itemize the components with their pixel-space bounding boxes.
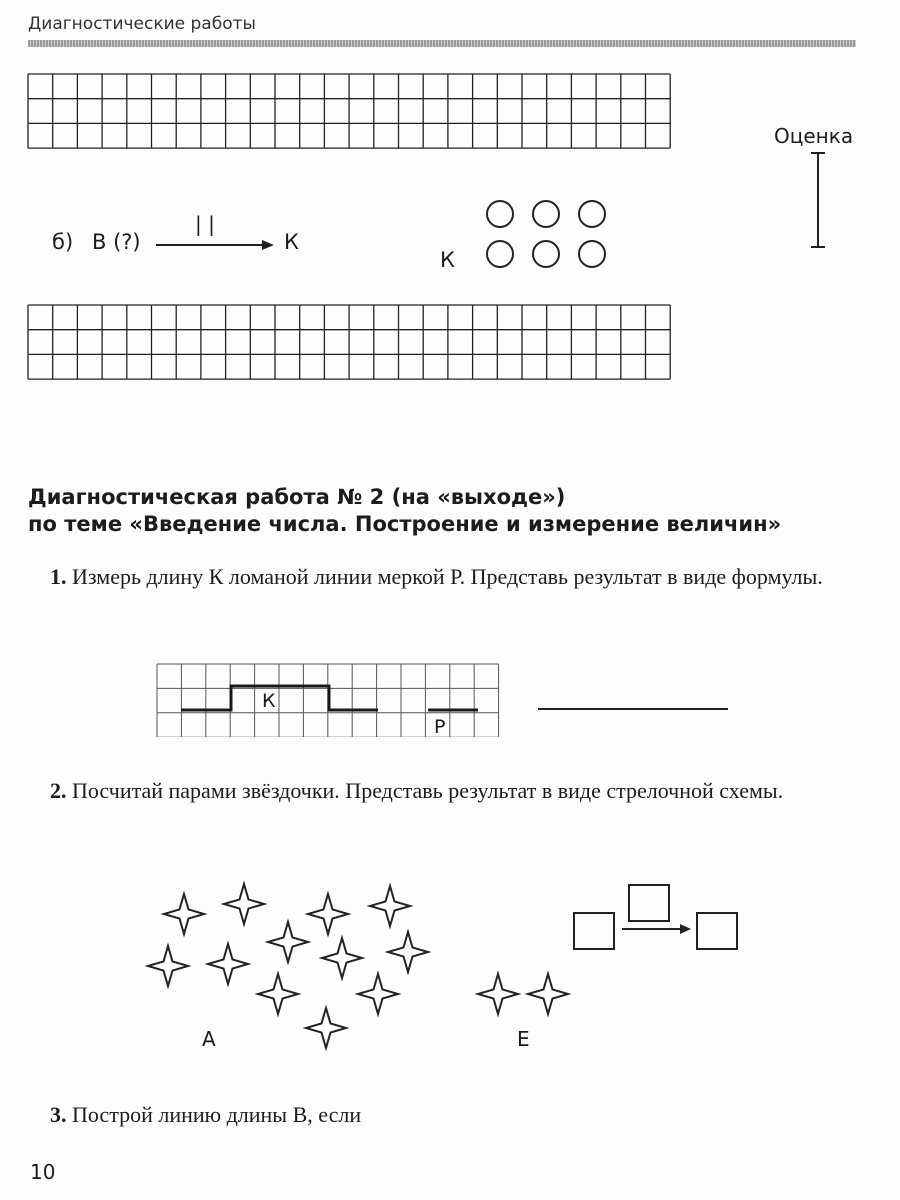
label-p: Р xyxy=(434,716,446,737)
task-3 xyxy=(28,1098,862,1131)
circle xyxy=(578,200,606,228)
page-number: 10 xyxy=(30,1160,56,1184)
label-e: Е xyxy=(517,1027,530,1051)
scheme-box-source[interactable] xyxy=(573,912,615,950)
scheme-box-target[interactable] xyxy=(696,912,738,950)
star-icon xyxy=(164,894,204,934)
section-title-line2: по теме «Введение числа. Построение и измерение величин» xyxy=(28,512,782,536)
answer-line[interactable] xyxy=(538,708,728,710)
star-icon xyxy=(322,938,362,978)
scheme-source: В (?) xyxy=(92,230,141,254)
star-icon xyxy=(208,944,248,984)
label-a: А xyxy=(202,1027,216,1051)
header-rule xyxy=(28,40,856,47)
answer-grid-top[interactable] xyxy=(27,73,677,151)
circle xyxy=(532,240,560,268)
task-3-text: Построй линию длины В, если xyxy=(72,1102,362,1127)
grade-field[interactable] xyxy=(811,152,825,248)
circles-group xyxy=(486,200,610,274)
circles-label: К xyxy=(440,248,455,272)
circle xyxy=(532,200,560,228)
task-1-text: Измерь длину К ломаной линии меркой Р. Представь результат в виде формулы. xyxy=(72,564,823,589)
section-title-line1: Диагностическая работа № 2 (на «выходе») xyxy=(28,485,566,509)
task-2-text: Посчитай парами звёздочки. Представь результат в виде стрелочной схемы. xyxy=(72,778,784,803)
star-icon xyxy=(528,974,568,1014)
scheme-box-counter[interactable] xyxy=(628,884,670,922)
task-2 xyxy=(28,774,862,807)
arrow-counter: | | xyxy=(195,212,215,236)
star-icon xyxy=(478,974,518,1014)
section-title xyxy=(28,484,878,538)
star-icon xyxy=(306,1008,346,1048)
task-2-number: 2. xyxy=(50,778,67,803)
label-k: К xyxy=(262,690,276,712)
circle xyxy=(486,200,514,228)
star-group-e xyxy=(478,974,568,1014)
star-icon xyxy=(308,894,348,934)
star-icon xyxy=(358,974,398,1014)
task-1-number: 1. xyxy=(50,564,67,589)
star-icon xyxy=(388,932,428,972)
star-group-a xyxy=(148,884,428,1048)
circle xyxy=(578,240,606,268)
scheme-target: К xyxy=(284,230,299,254)
running-header: Диагностические работы xyxy=(28,14,256,34)
stars-figure xyxy=(140,870,600,1070)
item-b-marker: б) xyxy=(52,230,74,254)
star-icon xyxy=(370,886,410,926)
answer-grid-bottom[interactable] xyxy=(27,304,677,382)
right-arrow-icon xyxy=(620,922,692,936)
right-arrow-icon xyxy=(156,238,276,252)
broken-line-grid xyxy=(156,663,504,737)
circle xyxy=(486,240,514,268)
task-1 xyxy=(28,560,862,593)
star-icon xyxy=(258,974,298,1014)
task-3-number: 3. xyxy=(50,1102,67,1127)
star-icon xyxy=(268,922,308,962)
star-icon xyxy=(148,946,188,986)
grade-label: Оценка xyxy=(774,124,854,148)
star-icon xyxy=(224,884,264,924)
